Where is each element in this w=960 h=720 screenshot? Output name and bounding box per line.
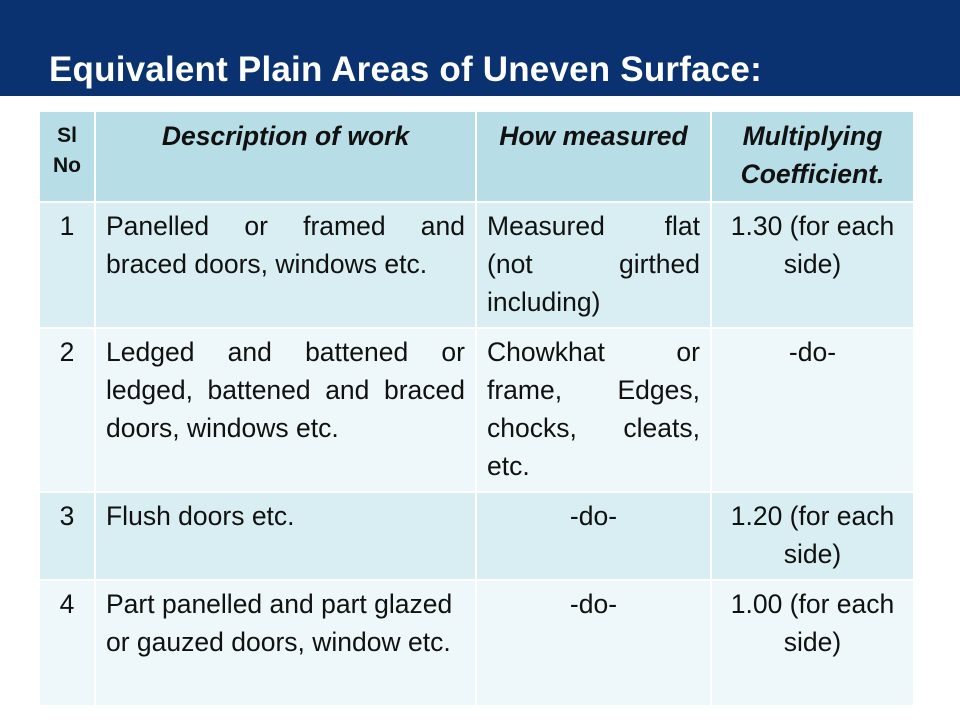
header-how-measured: How measured [477,112,712,203]
header-sl-no: Sl No [40,112,96,203]
table-row [40,581,913,707]
table-header-row [40,112,913,203]
cell-how-measured: Measured flat (not girthed including) [477,203,712,329]
table-row [40,329,913,493]
cell-description: Ledged and battened or ledged, battened and braced doors, windows etc. [96,329,477,493]
cell-coefficient: 1.30 (for each side) [712,203,913,329]
header-coefficient: Multiplying Coefficient. [712,112,913,203]
cell-description: Panelled or framed and braced doors, windows etc. [96,203,477,329]
cell-coefficient: 1.20 (for each side) [712,493,913,581]
header-description: Description of work [96,112,477,203]
cell-how-measured: -do- [477,581,712,707]
table-row [40,493,913,581]
cell-sl-no: 4 [40,581,96,707]
cell-coefficient: 1.00 (for each side) [712,581,913,707]
table-row [40,203,913,329]
cell-sl-no: 2 [40,329,96,493]
cell-sl-no: 1 [40,203,96,329]
cell-sl-no: 3 [40,493,96,581]
cell-coefficient: -do- [712,329,913,493]
cell-description: Part panelled and part glazed or gauzed doors, window etc. [96,581,477,707]
cell-how-measured: Chowkhat or frame, Edges, chocks, cleats, etc. [477,329,712,493]
slide-title: Equivalent Plain Areas of Uneven Surface: [49,50,762,89]
cell-description: Flush doors etc. [96,493,477,581]
cell-how-measured: -do- [477,493,712,581]
coefficient-table [40,112,913,707]
